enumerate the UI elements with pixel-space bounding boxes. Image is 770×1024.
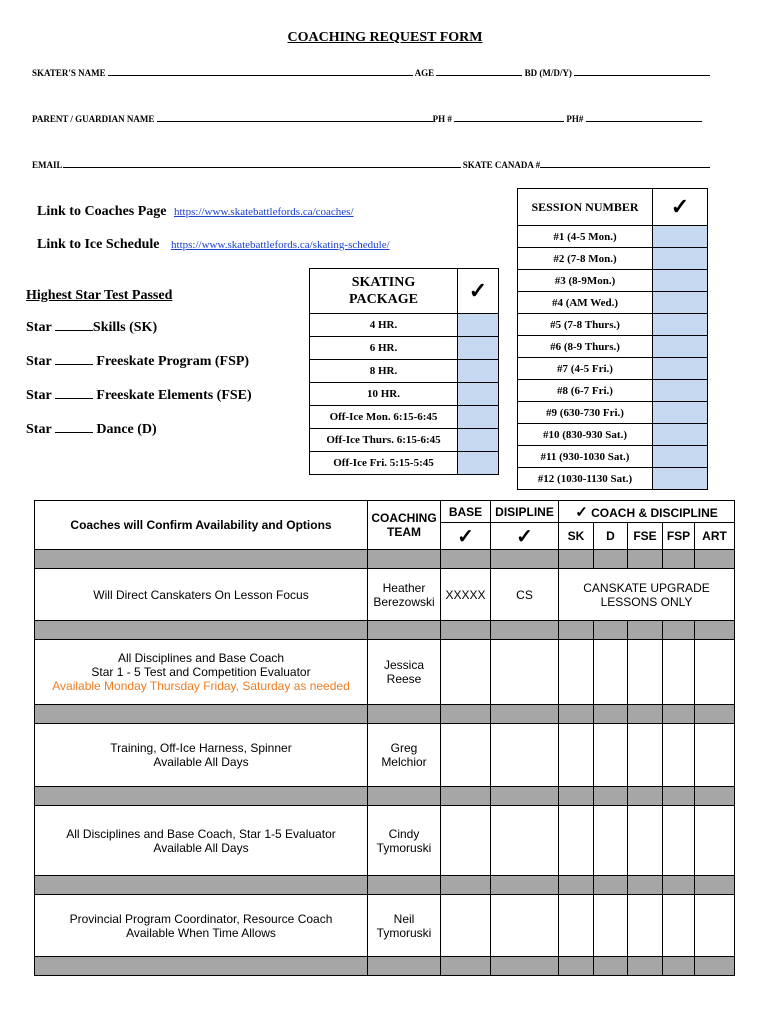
star-dance-line: Star Dance (D) [26, 422, 157, 437]
fse-cell[interactable] [628, 895, 663, 957]
d-cell[interactable] [594, 724, 628, 787]
separator-row [35, 787, 735, 806]
separator-row [35, 957, 735, 976]
col-fsp: FSP [663, 523, 695, 550]
age-label: AGE [414, 68, 435, 78]
phone-label: PH # [432, 114, 452, 124]
birthdate-label: BD (M/D/Y) [524, 68, 572, 78]
session-option: #10 (830-930 Sat.) [518, 424, 653, 446]
discipline-cell[interactable] [491, 724, 559, 787]
check-icon: ✓ [575, 503, 588, 521]
discipline-cell[interactable] [491, 640, 559, 705]
skater-name-label: SKATER'S NAME [32, 68, 106, 78]
fse-cell[interactable] [628, 640, 663, 705]
session-option: #2 (7-8 Mon.) [518, 248, 653, 270]
check-icon: ✓ [653, 189, 708, 226]
session-option: #6 (8-9 Thurs.) [518, 336, 653, 358]
discipline-header: DISIPLINE [491, 501, 559, 523]
d-cell[interactable] [594, 895, 628, 957]
star-skills-line: Star Skills (SK) [26, 320, 158, 335]
session-option: #3 (8-9Mon.) [518, 270, 653, 292]
package-checkbox[interactable] [458, 406, 499, 429]
session-checkbox[interactable] [653, 424, 708, 446]
coaches-link[interactable]: https://www.skatebattlefords.ca/coaches/ [174, 206, 354, 218]
phone2-field[interactable] [586, 113, 702, 122]
fse-cell[interactable] [628, 806, 663, 876]
package-option: Off-Ice Thurs. 6:15-6:45 [310, 429, 458, 452]
d-cell[interactable] [594, 640, 628, 705]
age-field[interactable] [436, 67, 522, 76]
package-checkbox[interactable] [458, 383, 499, 406]
discipline-cell[interactable] [491, 895, 559, 957]
separator-row [35, 705, 735, 724]
art-cell[interactable] [695, 895, 735, 957]
form-title: COACHING REQUEST FORM [287, 30, 483, 45]
separator-row [35, 621, 735, 640]
star-tests-heading: Highest Star Test Passed [26, 288, 173, 303]
package-option: 8 HR. [310, 360, 458, 383]
col-sk: SK [559, 523, 594, 550]
coach-header-team: COACHING TEAM [368, 501, 441, 550]
col-d: D [594, 523, 628, 550]
skating-package-table [309, 268, 499, 475]
session-checkbox[interactable] [653, 358, 708, 380]
session-checkbox[interactable] [653, 292, 708, 314]
coach-row [35, 724, 735, 787]
col-fse: FSE [628, 523, 663, 550]
base-cell[interactable] [441, 806, 491, 876]
sk-cell[interactable] [559, 895, 594, 957]
coach-name: Neil Tymoruski [368, 895, 441, 957]
session-checkbox[interactable] [653, 468, 708, 490]
birthdate-field[interactable] [574, 67, 710, 76]
star-tests-section [26, 288, 252, 454]
email-info-row [32, 159, 710, 170]
star-fse-line: Star Freeskate Elements (FSE) [26, 388, 252, 403]
parent-name-field[interactable] [157, 113, 433, 122]
check-icon: ✓ [441, 523, 491, 550]
phone-field[interactable] [454, 113, 564, 122]
fsp-cell[interactable] [663, 806, 695, 876]
discipline-cell: CS [491, 569, 559, 621]
coach-row [35, 569, 735, 621]
base-cell[interactable] [441, 724, 491, 787]
session-option: #8 (6-7 Fri.) [518, 380, 653, 402]
separator-row [35, 550, 735, 569]
coach-description: Will Direct Canskaters On Lesson Focus [35, 569, 368, 621]
schedule-link-label: Link to Ice Schedule [37, 237, 160, 252]
separator-row [35, 876, 735, 895]
package-option: 4 HR. [310, 314, 458, 337]
parent-name-label: PARENT / GUARDIAN NAME [32, 114, 155, 124]
package-option: 10 HR. [310, 383, 458, 406]
skate-canada-field[interactable] [540, 159, 710, 168]
coaches-link-label: Link to Coaches Page [37, 204, 167, 219]
schedule-link[interactable]: https://www.skatebattlefords.ca/skating-schedule/ [171, 239, 390, 251]
canskate-note: CANSKATE UPGRADE LESSONS ONLY [559, 569, 735, 621]
session-option: #1 (4-5 Mon.) [518, 226, 653, 248]
package-option: Off-Ice Fri. 5:15-5:45 [310, 452, 458, 475]
package-checkbox[interactable] [458, 360, 499, 383]
coach-row [35, 895, 735, 957]
session-checkbox[interactable] [653, 248, 708, 270]
session-option: #11 (930-1030 Sat.) [518, 446, 653, 468]
coach-name: Jessica Reese [368, 640, 441, 705]
art-cell[interactable] [695, 640, 735, 705]
session-checkbox[interactable] [653, 226, 708, 248]
coach-name: Heather Berezowski [368, 569, 441, 621]
base-header: BASE [441, 501, 491, 523]
package-checkbox[interactable] [458, 429, 499, 452]
coach-table [34, 500, 735, 976]
sk-cell[interactable] [559, 724, 594, 787]
email-field[interactable] [63, 159, 461, 168]
star-fsp-line: Star Freeskate Program (FSP) [26, 354, 250, 369]
coach-name: Cindy Tymoruski [368, 806, 441, 876]
session-option: #9 (630-730 Fri.) [518, 402, 653, 424]
phone2-label: PH# [566, 114, 584, 124]
coach-description: All Disciplines and Base Coach Star 1 - 5 Test and Competition Evaluator Available Monday Thursday Friday, Saturday as needed [35, 640, 368, 705]
session-option: #7 (4-5 Fri.) [518, 358, 653, 380]
coaches-link-row [37, 204, 354, 220]
skater-info-row [32, 67, 710, 78]
package-checkbox[interactable] [458, 314, 499, 337]
check-icon: ✓ [458, 269, 499, 314]
email-label: EMAIL [32, 160, 63, 170]
package-checkbox[interactable] [458, 337, 499, 360]
session-option: #12 (1030-1130 Sat.) [518, 468, 653, 490]
session-checkbox[interactable] [653, 446, 708, 468]
schedule-link-row [37, 237, 390, 253]
parent-info-row [32, 113, 702, 124]
session-option: #4 (AM Wed.) [518, 292, 653, 314]
star-blank[interactable] [55, 386, 93, 399]
session-checkbox[interactable] [653, 402, 708, 424]
sk-cell[interactable] [559, 806, 594, 876]
session-checkbox[interactable] [653, 270, 708, 292]
fse-cell[interactable] [628, 724, 663, 787]
coach-row [35, 806, 735, 876]
session-checkbox[interactable] [653, 380, 708, 402]
package-heading: SKATING PACKAGE [310, 269, 458, 314]
fsp-cell[interactable] [663, 895, 695, 957]
base-cell: XXXXX [441, 569, 491, 621]
art-cell[interactable] [695, 806, 735, 876]
discipline-cell[interactable] [491, 806, 559, 876]
d-cell[interactable] [594, 806, 628, 876]
coach-discipline-header: ✓ COACH & DISCIPLINE [559, 501, 735, 523]
availability-note: Available Monday Thursday Friday, Saturday as needed [52, 679, 350, 693]
star-blank[interactable] [55, 420, 93, 433]
coach-row [35, 640, 735, 705]
coach-header-main: Coaches will Confirm Availability and Options [35, 501, 368, 550]
session-heading: SESSION NUMBER [518, 189, 653, 226]
session-checkbox[interactable] [653, 314, 708, 336]
base-cell[interactable] [441, 895, 491, 957]
base-cell[interactable] [441, 640, 491, 705]
package-option: Off-Ice Mon. 6:15-6:45 [310, 406, 458, 429]
star-blank[interactable] [55, 352, 93, 365]
fsp-cell[interactable] [663, 640, 695, 705]
session-number-table [517, 188, 708, 490]
session-checkbox[interactable] [653, 336, 708, 358]
coach-description: All Disciplines and Base Coach, Star 1-5 Evaluator Available All Days [35, 806, 368, 876]
sk-cell[interactable] [559, 640, 594, 705]
package-checkbox[interactable] [458, 452, 499, 475]
coach-description: Provincial Program Coordinator, Resource Coach Available When Time Allows [35, 895, 368, 957]
check-icon: ✓ [491, 523, 559, 550]
coach-description: Training, Off-Ice Harness, Spinner Available All Days [35, 724, 368, 787]
skate-canada-label: SKATE CANADA # [462, 160, 541, 170]
skater-name-field[interactable] [108, 67, 413, 76]
coach-name: Greg Melchior [368, 724, 441, 787]
col-art: ART [695, 523, 735, 550]
fsp-cell[interactable] [663, 724, 695, 787]
package-option: 6 HR. [310, 337, 458, 360]
art-cell[interactable] [695, 724, 735, 787]
session-option: #5 (7-8 Thurs.) [518, 314, 653, 336]
star-blank[interactable] [55, 318, 93, 331]
